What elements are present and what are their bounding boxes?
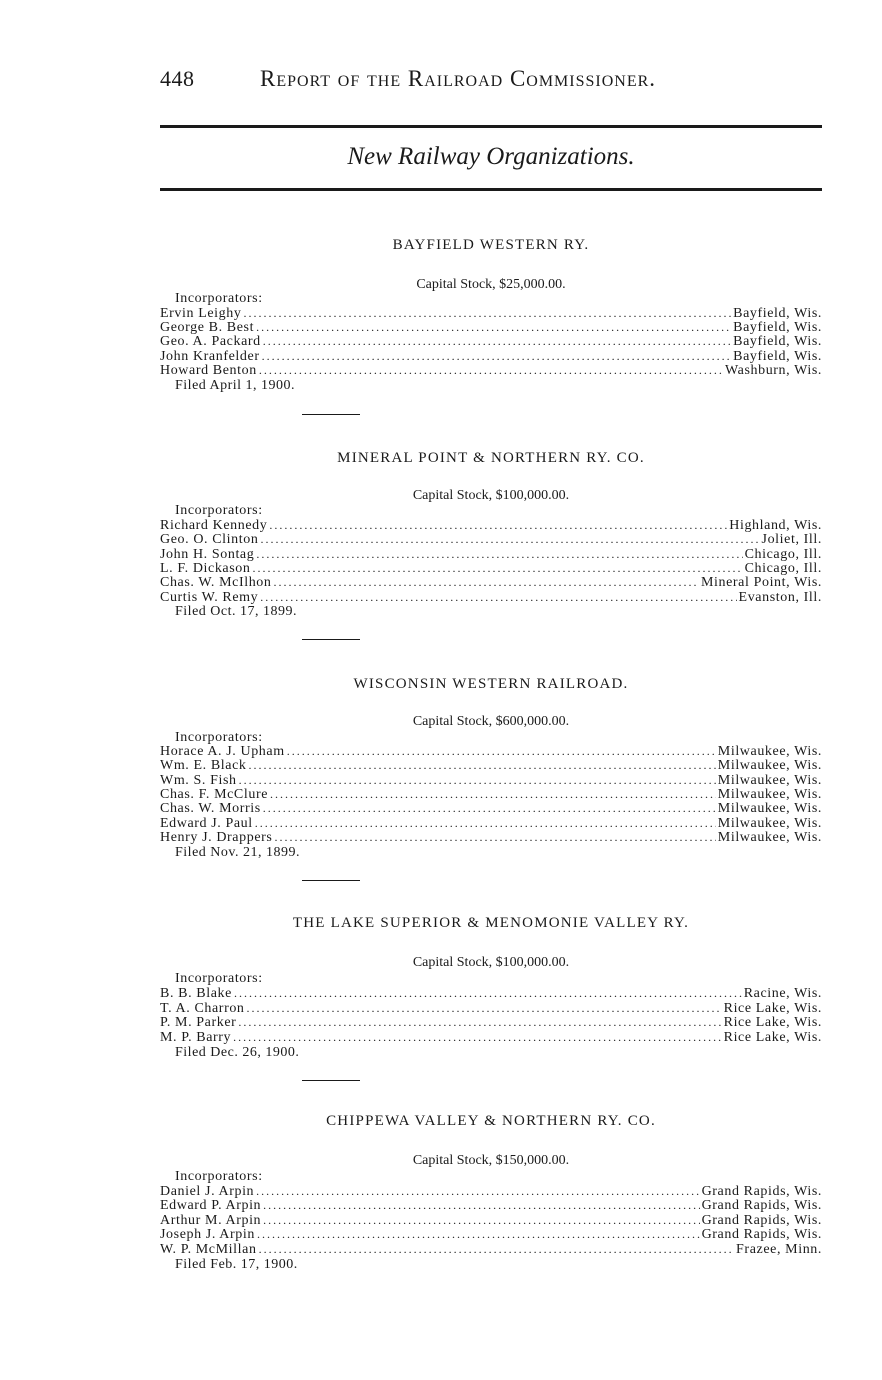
incorporator-place: Milwaukee, Wis. xyxy=(717,816,822,831)
incorporator-name: Curtis W. Remy xyxy=(160,590,259,605)
incorporator-place: Washburn, Wis. xyxy=(724,363,822,378)
incorporator-row xyxy=(160,1213,822,1228)
incorporator-name: T. A. Charron xyxy=(160,1001,245,1016)
incorporator-name: John H. Sontag xyxy=(160,547,255,562)
incorporator-name: Wm. S. Fish xyxy=(160,773,237,788)
incorporator-name: John Kranfelder xyxy=(160,349,260,364)
incorporator-row xyxy=(160,561,822,576)
leader-dots xyxy=(259,363,723,378)
incorporator-place: Bayfield, Wis. xyxy=(733,334,822,349)
leader-dots xyxy=(249,758,716,773)
incorporator-row xyxy=(160,1001,822,1016)
incorporator-row xyxy=(160,758,822,773)
incorporator-place: Rice Lake, Wis. xyxy=(723,1001,822,1016)
leader-dots xyxy=(270,787,716,802)
section-divider xyxy=(302,1080,360,1081)
incorporator-name: Joseph J. Arpin xyxy=(160,1227,255,1242)
incorporator-row xyxy=(160,1184,822,1199)
incorporator-row xyxy=(160,1242,822,1257)
page-heading: New Railway Organizations. xyxy=(347,143,635,170)
leader-dots xyxy=(263,1198,699,1213)
incorporator-row xyxy=(160,773,822,788)
incorporator-row xyxy=(160,744,822,759)
incorporator-place: Milwaukee, Wis. xyxy=(717,830,822,845)
incorporator-place: Mineral Point, Wis. xyxy=(700,575,822,590)
incorporator-place: Bayfield, Wis. xyxy=(733,306,822,321)
incorporator-name: Daniel J. Arpin xyxy=(160,1184,255,1199)
incorporator-row xyxy=(160,801,822,816)
incorporator-row xyxy=(160,1198,822,1213)
incorporator-place: Grand Rapids, Wis. xyxy=(701,1213,822,1228)
incorporator-name: Wm. E. Black xyxy=(160,758,247,773)
incorporator-name: Horace A. J. Upham xyxy=(160,744,285,759)
incorporator-place: Milwaukee, Wis. xyxy=(717,758,822,773)
page-number: 448 xyxy=(160,66,195,91)
incorporator-row xyxy=(160,816,822,831)
incorporator-place: Grand Rapids, Wis. xyxy=(701,1198,822,1213)
incorporator-name: Henry J. Drappers xyxy=(160,830,273,845)
capital-stock: Capital Stock, $100,000.00. xyxy=(412,955,570,970)
incorporator-name: Richard Kennedy xyxy=(160,518,268,533)
leader-dots xyxy=(262,349,732,364)
incorporator-row xyxy=(160,986,822,1001)
heading-rule xyxy=(160,188,822,191)
incorporator-place: Rice Lake, Wis. xyxy=(723,1030,822,1045)
leader-dots xyxy=(263,1213,699,1228)
leader-dots xyxy=(260,532,759,547)
top-rule xyxy=(160,125,822,128)
organization-name: CHIPPEWA VALLEY & NORTHERN RY. CO. xyxy=(326,1113,656,1129)
leader-dots xyxy=(257,1227,700,1242)
incorporator-place: Milwaukee, Wis. xyxy=(717,773,822,788)
leader-dots xyxy=(259,1242,734,1257)
leader-dots xyxy=(256,547,742,562)
filed-date: Filed April 1, 1900. xyxy=(175,378,296,393)
section-divider xyxy=(302,414,360,415)
organization-name: BAYFIELD WESTERN RY. xyxy=(392,237,590,253)
incorporators-label: Incorporators: xyxy=(175,730,263,745)
incorporator-place: Milwaukee, Wis. xyxy=(717,744,822,759)
incorporator-place: Rice Lake, Wis. xyxy=(723,1015,822,1030)
incorporators-label: Incorporators: xyxy=(175,971,263,986)
incorporator-name: Chas. W. McIlhon xyxy=(160,575,272,590)
incorporator-place: Bayfield, Wis. xyxy=(733,320,822,335)
incorporator-place: Frazee, Minn. xyxy=(736,1242,822,1257)
incorporator-name: Geo. O. Clinton xyxy=(160,532,259,547)
incorporator-name: Chas. F. McClure xyxy=(160,787,269,802)
incorporator-row xyxy=(160,547,822,562)
running-title: Report of the Railroad Commissioner. xyxy=(260,66,657,91)
capital-stock: Capital Stock, $25,000.00. xyxy=(416,277,566,292)
organization-name: WISCONSIN WESTERN RAILROAD. xyxy=(353,676,629,692)
incorporator-place: Evanston, Ill. xyxy=(738,590,822,605)
running-header xyxy=(160,66,822,94)
leader-dots xyxy=(253,561,743,576)
leader-dots xyxy=(247,1001,722,1016)
incorporator-name: George B. Best xyxy=(160,320,255,335)
leader-dots xyxy=(234,986,742,1001)
incorporator-place: Racine, Wis. xyxy=(743,986,822,1001)
incorporator-row xyxy=(160,590,822,605)
section-divider xyxy=(302,880,360,881)
leader-dots xyxy=(274,575,699,590)
incorporator-row xyxy=(160,575,822,590)
organization-name: MINERAL POINT & NORTHERN RY. CO. xyxy=(337,450,645,466)
incorporator-row xyxy=(160,1015,822,1030)
incorporator-row xyxy=(160,306,822,321)
incorporator-name: Howard Benton xyxy=(160,363,257,378)
leader-dots xyxy=(239,773,716,788)
organization-name: THE LAKE SUPERIOR & MENOMONIE VALLEY RY. xyxy=(292,915,690,931)
incorporator-name: B. B. Blake xyxy=(160,986,232,1001)
leader-dots xyxy=(238,1015,721,1030)
leader-dots xyxy=(274,830,715,845)
incorporator-name: Geo. A. Packard xyxy=(160,334,261,349)
filed-date: Filed Dec. 26, 1900. xyxy=(175,1045,300,1060)
incorporator-row xyxy=(160,532,822,547)
capital-stock: Capital Stock, $600,000.00. xyxy=(412,714,570,729)
incorporator-place: Milwaukee, Wis. xyxy=(717,801,822,816)
incorporator-name: Arthur M. Arpin xyxy=(160,1213,262,1228)
incorporator-place: Highland, Wis. xyxy=(729,518,822,533)
leader-dots xyxy=(263,801,716,816)
leader-dots xyxy=(287,744,716,759)
incorporator-name: M. P. Barry xyxy=(160,1030,232,1045)
incorporator-row xyxy=(160,320,822,335)
filed-date: Filed Feb. 17, 1900. xyxy=(175,1257,298,1272)
leader-dots xyxy=(255,816,716,831)
incorporator-row xyxy=(160,363,822,378)
incorporator-row xyxy=(160,787,822,802)
incorporator-place: Milwaukee, Wis. xyxy=(717,787,822,802)
incorporator-place: Joliet, Ill. xyxy=(761,532,822,547)
incorporator-place: Grand Rapids, Wis. xyxy=(701,1227,822,1242)
capital-stock: Capital Stock, $150,000.00. xyxy=(412,1153,570,1168)
incorporator-row xyxy=(160,1030,822,1045)
leader-dots xyxy=(260,590,736,605)
incorporator-name: L. F. Dickason xyxy=(160,561,251,576)
leader-dots xyxy=(243,306,731,321)
incorporator-name: Chas. W. Morris xyxy=(160,801,261,816)
incorporator-row xyxy=(160,334,822,349)
incorporator-name: P. M. Parker xyxy=(160,1015,237,1030)
leader-dots xyxy=(233,1030,721,1045)
incorporator-place: Chicago, Ill. xyxy=(744,561,822,576)
incorporators-label: Incorporators: xyxy=(175,1169,263,1184)
incorporators-label: Incorporators: xyxy=(175,503,263,518)
leader-dots xyxy=(263,334,731,349)
leader-dots xyxy=(256,1184,699,1199)
incorporator-row xyxy=(160,1227,822,1242)
incorporator-row xyxy=(160,830,822,845)
filed-date: Filed Oct. 17, 1899. xyxy=(175,604,297,619)
capital-stock: Capital Stock, $100,000.00. xyxy=(412,488,570,503)
filed-date: Filed Nov. 21, 1899. xyxy=(175,845,300,860)
incorporator-row xyxy=(160,518,822,533)
incorporator-row xyxy=(160,349,822,364)
incorporator-name: Edward P. Arpin xyxy=(160,1198,262,1213)
incorporator-place: Bayfield, Wis. xyxy=(733,349,822,364)
section-divider xyxy=(302,639,360,640)
incorporator-name: W. P. McMillan xyxy=(160,1242,257,1257)
incorporator-name: Edward J. Paul xyxy=(160,816,253,831)
leader-dots xyxy=(256,320,731,335)
leader-dots xyxy=(269,518,727,533)
incorporators-label: Incorporators: xyxy=(175,291,263,306)
incorporator-place: Chicago, Ill. xyxy=(744,547,822,562)
incorporator-place: Grand Rapids, Wis. xyxy=(701,1184,822,1199)
incorporator-name: Ervin Leighy xyxy=(160,306,242,321)
